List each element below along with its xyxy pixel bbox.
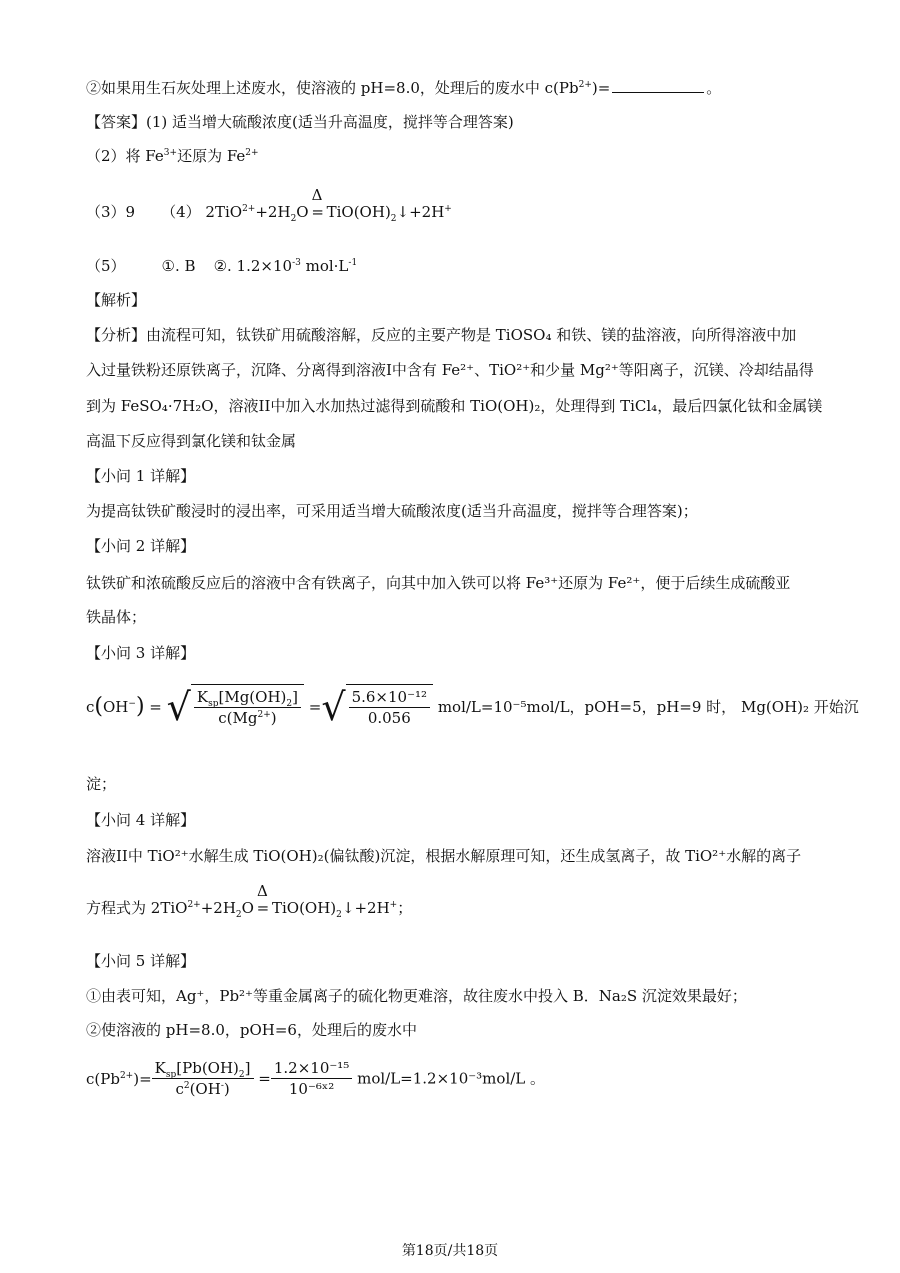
analysis-heading: 【解析】 (86, 291, 147, 309)
analysis-line-2: 入过量铁粉还原铁离子，沉降、分离得到溶液I中含有 Fe²⁺、TiO²⁺和少量 Mg²⁺等阳离子，沉镁、冷却结晶得 (86, 361, 814, 379)
q5-line-2: ②使溶液的 pH=8.0，pOH=6，处理后的废水中 (86, 1021, 417, 1039)
page-footer: 第18页/共18页 (401, 1243, 499, 1259)
answer-1: 【答案】(1) 适当增大硫酸浓度(适当升高温度，搅拌等合理答案) (86, 113, 514, 131)
answer-2: （2）将 $Fe^{3+}$还原为 $Fe^{2+}$ (86, 147, 259, 165)
q5-formula: $c(Pb^{2+})=$ $\frac{K_{sp}[Pb(OH)_2]}{c^2(OH^-)}$ = $\frac{\text{1.2×10⁻¹⁵}}{\text{10⁻⁶ˣ²}}$ mol/L=1.2×10⁻³mol/L 。 (86, 1059, 546, 1098)
q4-title: 【小问 4 详解】 (86, 811, 196, 829)
answer-3-4: （3）9 （4） $2TiO^{2+}+2H_2O$ Δ = $TiO(OH)_2↓+2H^+$ (86, 186, 452, 224)
hydrolysis-equation: $2TiO^{2+}+2H_2O$ Δ = $TiO(OH)_2↓+2H^+$ (205, 186, 452, 224)
q3-formula: c(OH−) = √ $\frac{K_{sp}[Mg(OH)_2]}{c(Mg^{2+})}$ =√ $\frac{\text{5.6×10⁻¹²}}{0.056}$ mol/L=10⁻⁵mol/L，pOH=5，pH=9 时， Mg(OH)₂ 开始沉 (86, 685, 859, 729)
analysis-line-1: 【分析】由流程可知，钛铁矿用硫酸溶解，反应的主要产物是 TiOSO₄ 和铁、镁的盐溶液，向所得溶液中加 (86, 326, 797, 344)
answer-blank (612, 80, 704, 93)
q2-line-1: 钛铁矿和浓硫酸反应后的溶液中含有铁离子，向其中加入铁可以将 Fe³⁺还原为 Fe²⁺，便于后续生成硫酸亚 (86, 574, 791, 592)
q2-line-2: 铁晶体； (86, 608, 147, 626)
q2-title: 【小问 2 详解】 (86, 537, 196, 555)
q3-tail: 淀； (86, 775, 117, 793)
q4-line-2: 方程式为 $2TiO^{2+}+2H_2O$ Δ = $TiO(OH)_2↓+2H^+$； (86, 882, 413, 920)
q1-title: 【小问 1 详解】 (86, 467, 196, 485)
q5-line-1: ①由表可知，Ag⁺，Pb²⁺等重金属离子的硫化物更难溶，故往废水中投入 B．Na₂S 沉淀效果最好； (86, 987, 747, 1005)
analysis-line-3: 到为 FeSO₄·7H₂O，溶液II中加入水加热过滤得到硫酸和 TiO(OH)₂，处理得到 TiCl₄，最后四氯化钛和金属镁 (86, 397, 823, 415)
question-5-2-line: ②如果用生石灰处理上述废水，使溶液的 pH=8.0，处理后的废水中 $c(Pb^{2+})=$ 。 (86, 79, 722, 97)
analysis-line-4: 高温下反应得到氯化镁和钛金属 (86, 432, 297, 450)
q5-title: 【小问 5 详解】 (86, 952, 196, 970)
q4-line-1: 溶液II中 TiO²⁺水解生成 TiO(OH)₂(偏钛酸)沉淀，根据水解原理可知，还生成氢离子，故 TiO²⁺水解的离子 (86, 847, 802, 865)
q3-title: 【小问 3 详解】 (86, 644, 196, 662)
q1-text: 为提高钛铁矿酸浸时的浸出率，可采用适当增大硫酸浓度(适当升高温度，搅拌等合理答案)； (86, 502, 698, 520)
answer-5: （5） ①. B ②. $1.2\times 10^{-3}$ $mol\cdot L^{-1}$ (86, 257, 358, 275)
